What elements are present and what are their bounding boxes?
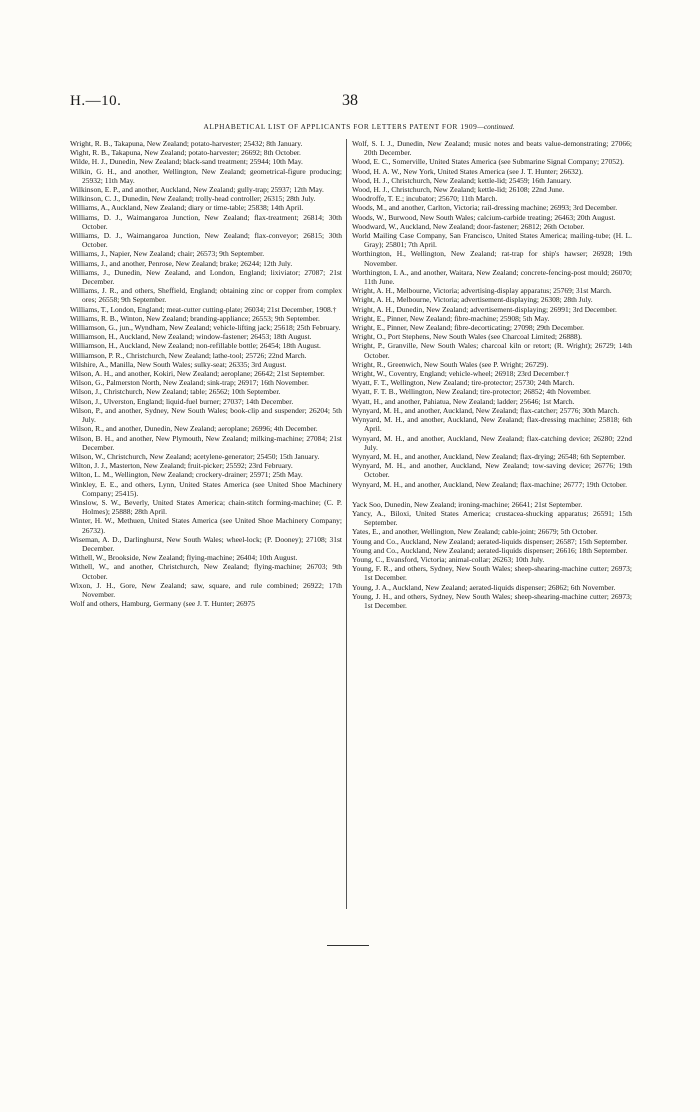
list-item: Williams, J., Napier, New Zealand; chair; 26573; 9th September. [70, 249, 265, 259]
list-item: Yates, E., and another, Wellington, New Zealand; cable-joint; 26679; 5th October. [352, 527, 598, 537]
list-item: Wilson, W., Christchurch, New Zealand; acetylene-generator; 25450; 15th January. [70, 451, 320, 461]
list-item: Wight, R. B., Takapuna, New Zealand; potato-harvester; 26692; 8th October. [70, 148, 301, 158]
list-item: Wyatt, H., and another, Pahiatua, New Zealand; ladder; 25646; 1st March. [352, 396, 575, 406]
list-item: Young, F. R., and others, Sydney, New South Wales; sheep-shearing-machine cutter; 26973; 1st December. [352, 564, 632, 583]
list-item: Yancy, A., Biloxi, United States America; crustacea-shucking apparatus; 26591; 15th September. [352, 508, 632, 528]
list-item: Williams, D. J., Waimangaroa Junction, New Zealand; flax-treatment; 26814; 30th October. [70, 212, 342, 231]
list-item: Wilson, P., and another, Sydney, New South Wales; book-clip and suspender; 26204; 5th July. [70, 405, 342, 425]
list-item: Wood, H. J., Christchurch, New Zealand; kettle-lid; 25459; 16th January. [352, 175, 572, 185]
list-item: Williams, T., London, England; meat-cutter cutting-plate; 26034; 21st December, 1908.† [70, 304, 337, 314]
list-item: Wright, E., Pinner, New Zealand; fibre-decorticating; 27098; 29th December. [352, 323, 585, 333]
list-item: Wright, P., Granville, New South Wales; charcoal kiln or retort; (R. Wright); 26729; 14th October. [352, 341, 632, 360]
list-item: Woodward, W., Auckland, New Zealand; door-fastener; 26812; 26th October. [352, 221, 585, 231]
list-item: Wyatt, F. T., Wellington, New Zealand; tire-protector; 25730; 24th March. [352, 378, 575, 388]
list-item: Wilton, J. J., Masterton, New Zealand; fruit-picker; 25592; 23rd February. [70, 461, 293, 471]
list-item: Wixon, J. H., Gore, New Zealand; saw, square, and rule combined; 26922; 17th November. [70, 580, 342, 599]
list-item: World Mailing Case Company, San Francisco, United States America; mailing-tube; (H. L. Gray); 25801; 7th April. [352, 231, 632, 250]
list-item: Wolf and others, Hamburg, Germany (see J. T. Hunter; 26975 [70, 599, 255, 609]
list-item: Wolf, S. I. J., Dunedin, New Zealand; music notes and beats value-demonstrating; 27066; 20th December. [352, 139, 632, 158]
list-item: Wynyard, M. H., and another, Auckland, New Zealand; flax-catcher; 25776; 30th March. [352, 405, 620, 415]
list-item: Wright, W., Coventry, England; vehicle-wheel; 26918; 23rd December.† [352, 369, 570, 379]
list-item: Wynyard, M. H., and another, Auckland, New Zealand; flax-drying; 26548; 6th September. [352, 451, 626, 461]
list-item: Wilde, H. J., Dunedin, New Zealand; black-sand treatment; 25944; 10th May. [70, 157, 303, 167]
page-number: 38 [342, 92, 358, 109]
list-item: Young, C., Evansford, Victoria; animal-collar; 26263; 10th July. [352, 554, 545, 564]
list-item: Williams, J., and another, Penrose, New Zealand; brake; 26244; 12th July. [70, 258, 293, 268]
heading-title: ALPHABETICAL LIST OF APPLICANTS FOR LETTERS PATENT FOR 1909 [203, 122, 478, 131]
list-item: Wilshire, A., Manilla, New South Wales; sulky-seat; 26335; 3rd August. [70, 359, 287, 369]
left-column [70, 139, 342, 608]
list-item: Williams, R. B., Winton, New Zealand; branding-appliance; 26553; 9th September. [70, 313, 320, 323]
list-item: Wilson, J., Christchurch, New Zealand; table; 26562; 10th September. [70, 387, 281, 397]
list-item: Wright, O., Port Stephens, New South Wales (see Charcoal Limited; 26888). [352, 332, 582, 342]
list-item: Wilson, B. H., and another, New Plymouth, New Zealand; milking-machine; 27084; 21st December. [70, 433, 342, 452]
list-item: Wynyard, M. H., and another, Auckland, New Zealand; tow-saving device; 26776; 19th October. [352, 461, 632, 480]
list-item: Wynyard, M. H., and another, Auckland, New Zealand; flax-machine; 26777; 19th October. [352, 479, 628, 489]
list-item: Wilson, A. H., and another, Kokiri, New Zealand; aeroplane; 26642; 21st September. [70, 369, 325, 379]
list-item: Wood, E. C., Somerville, United States America (see Submarine Signal Company; 27052). [352, 157, 625, 167]
list-item: Wyatt, F. T. B., Wellington, New Zealand; tire-protector; 26852; 4th November. [352, 387, 591, 397]
list-item: Woodroffe, T. E.; incubator; 25670; 11th March. [352, 194, 498, 204]
list-item: Wilton, L. M., Wellington, New Zealand; crockery-drainer; 25971; 25th May. [70, 470, 303, 480]
right-column [352, 139, 632, 610]
list-item: Worthington, H., Wellington, New Zealand; rat-trap for ship's hawser; 26928; 19th November. [352, 249, 632, 268]
list-item: Williams, J. R., and others, Sheffield, England; obtaining zinc or copper from complex ores; 26558; 9th September. [70, 286, 342, 305]
column-divider [346, 139, 347, 909]
list-item: Williams, J., Dunedin, New Zealand, and London, England; lixiviator; 27087; 21st December. [70, 267, 342, 287]
list-item: Williams, D. J., Waimangaroa Junction, New Zealand; flax-conveyor; 26815; 30th October. [70, 231, 342, 250]
page-heading [70, 122, 648, 131]
list-item: Wilkinson, E. P., and another, Auckland, New Zealand; gully-trap; 25937; 12th May. [70, 185, 324, 195]
list-item: Woods, M., and another, Carlton, Victoria; rail-dressing machine; 26993; 3rd December. [352, 203, 618, 213]
list-item: Wright, R., Greenwich, New South Wales (see P. Wright; 26729). [352, 359, 549, 369]
list-item: Wright, A. H., Dunedin, New Zealand; advertisement-displaying; 26991; 3rd December. [352, 304, 617, 314]
list-item: Winkley, E. E., and others, Lynn, United States America (see United Shoe Machinery Company; 25415). [70, 479, 342, 498]
list-item: Wilson, R., and another, Dunedin, New Zealand; aeroplane; 26996; 4th December. [70, 424, 318, 434]
list-item: Young and Co., Auckland, New Zealand; aerated-liquids dispenser; 26616; 18th September. [352, 545, 628, 555]
list-item: Withell, W., Brookside, New Zealand; flying-machine; 26404; 10th August. [70, 553, 298, 563]
list-item: Winslow, S. W., Beverly, United States America; chain-stitch forming-machine; (C. P. Holmes); 25888; 28th April. [70, 497, 342, 517]
list-item: Yack Soo, Dunedin, New Zealand; ironing-machine; 26641; 21st September. [352, 499, 583, 509]
list-item: Williamson, G., jun., Wyndham, New Zealand; vehicle-lifting jack; 25618; 25th February. [70, 323, 341, 333]
list-item: Wright, A. H., Melbourne, Victoria; advertising-display apparatus; 25769; 31st March. [352, 286, 612, 296]
list-item: Wilson, J., Ulverston, England; liquid-fuel burner; 27037; 14th December. [70, 396, 294, 406]
list-item: Young, J. A., Auckland, New Zealand; aerated-liquids dispenser; 26862; 6th November. [352, 582, 616, 592]
list-item: Young, J. H., and others, Sydney, New South Wales; sheep-shearing-machine cutter; 26973; 1st December. [352, 591, 632, 610]
list-item: Winter, H. W., Methuen, United States America (see United Shoe Machinery Company; 26732). [70, 516, 342, 535]
list-item: Wilkin, G. H., and another, Wellington, New Zealand; geometrical-figure producing; 25932; 11th May. [70, 166, 342, 185]
list-item: Williamson, P. R., Christchurch, New Zealand; lathe-tool; 25726; 22nd March. [70, 350, 307, 360]
list-item: Williamson, H., Auckland, New Zealand; non-refillable bottle; 26454; 18th August. [70, 341, 321, 351]
list-item: Wiseman, A. D., Darlinghurst, New South Wales; wheel-lock; (P. Dooney); 27108; 31st December. [70, 534, 342, 553]
heading-continued: —continued. [477, 122, 515, 131]
end-rule [327, 945, 369, 946]
list-item: Williams, A., Auckland, New Zealand; diary or time-table; 25838; 14th April. [70, 203, 304, 213]
list-item: Wilkinson, C. J., Dunedin, New Zealand; trolly-head controller; 26315; 28th July. [70, 194, 316, 204]
list-item: Wood, H. J., Christchurch, New Zealand; kettle-lid; 26108; 22nd June. [352, 185, 565, 195]
list-item: Wynyard, M. H., and another, Auckland, New Zealand; flax-dressing machine; 25818; 6th April. [352, 415, 632, 434]
list-item: Wright, E., Pinner, New Zealand; fibre-machine; 25908; 5th May. [352, 313, 550, 323]
list-item: Young and Co., Auckland, New Zealand; aerated-liquids dispenser; 26587; 15th September. [352, 536, 628, 546]
list-item: Withell, W., and another, Christchurch, New Zealand; flying-machine; 26703; 9th October. [70, 562, 342, 581]
list-item: Williamson, H., Auckland, New Zealand; window-fastener; 26453; 18th August. [70, 332, 312, 342]
list-item: Wood, H. A. W., New York, United States America (see J. T. Hunter; 26632). [352, 166, 583, 176]
list-item: Wilson, G., Palmerston North, New Zealand; sink-trap; 26917; 16th November. [70, 378, 309, 388]
list-item: Wright, R. B., Takapuna, New Zealand; potato-harvester; 25432; 8th January. [70, 139, 303, 148]
document-reference: H.—10. [70, 93, 122, 109]
list-item: Wright, A. H., Melbourne, Victoria; advertisement-displaying; 26308; 28th July. [352, 295, 593, 305]
list-item: Worthington, I. A., and another, Waitara, New Zealand; concrete-fencing-post mould; 26070; 11th June. [352, 267, 632, 287]
list-item: Wynyard, M. H., and another, Auckland, New Zealand; flax-catching device; 26280; 22nd July. [352, 433, 632, 452]
list-item: Woods, W., Burwood, New South Wales; calcium-carbide treating; 26463; 20th August. [352, 212, 616, 222]
